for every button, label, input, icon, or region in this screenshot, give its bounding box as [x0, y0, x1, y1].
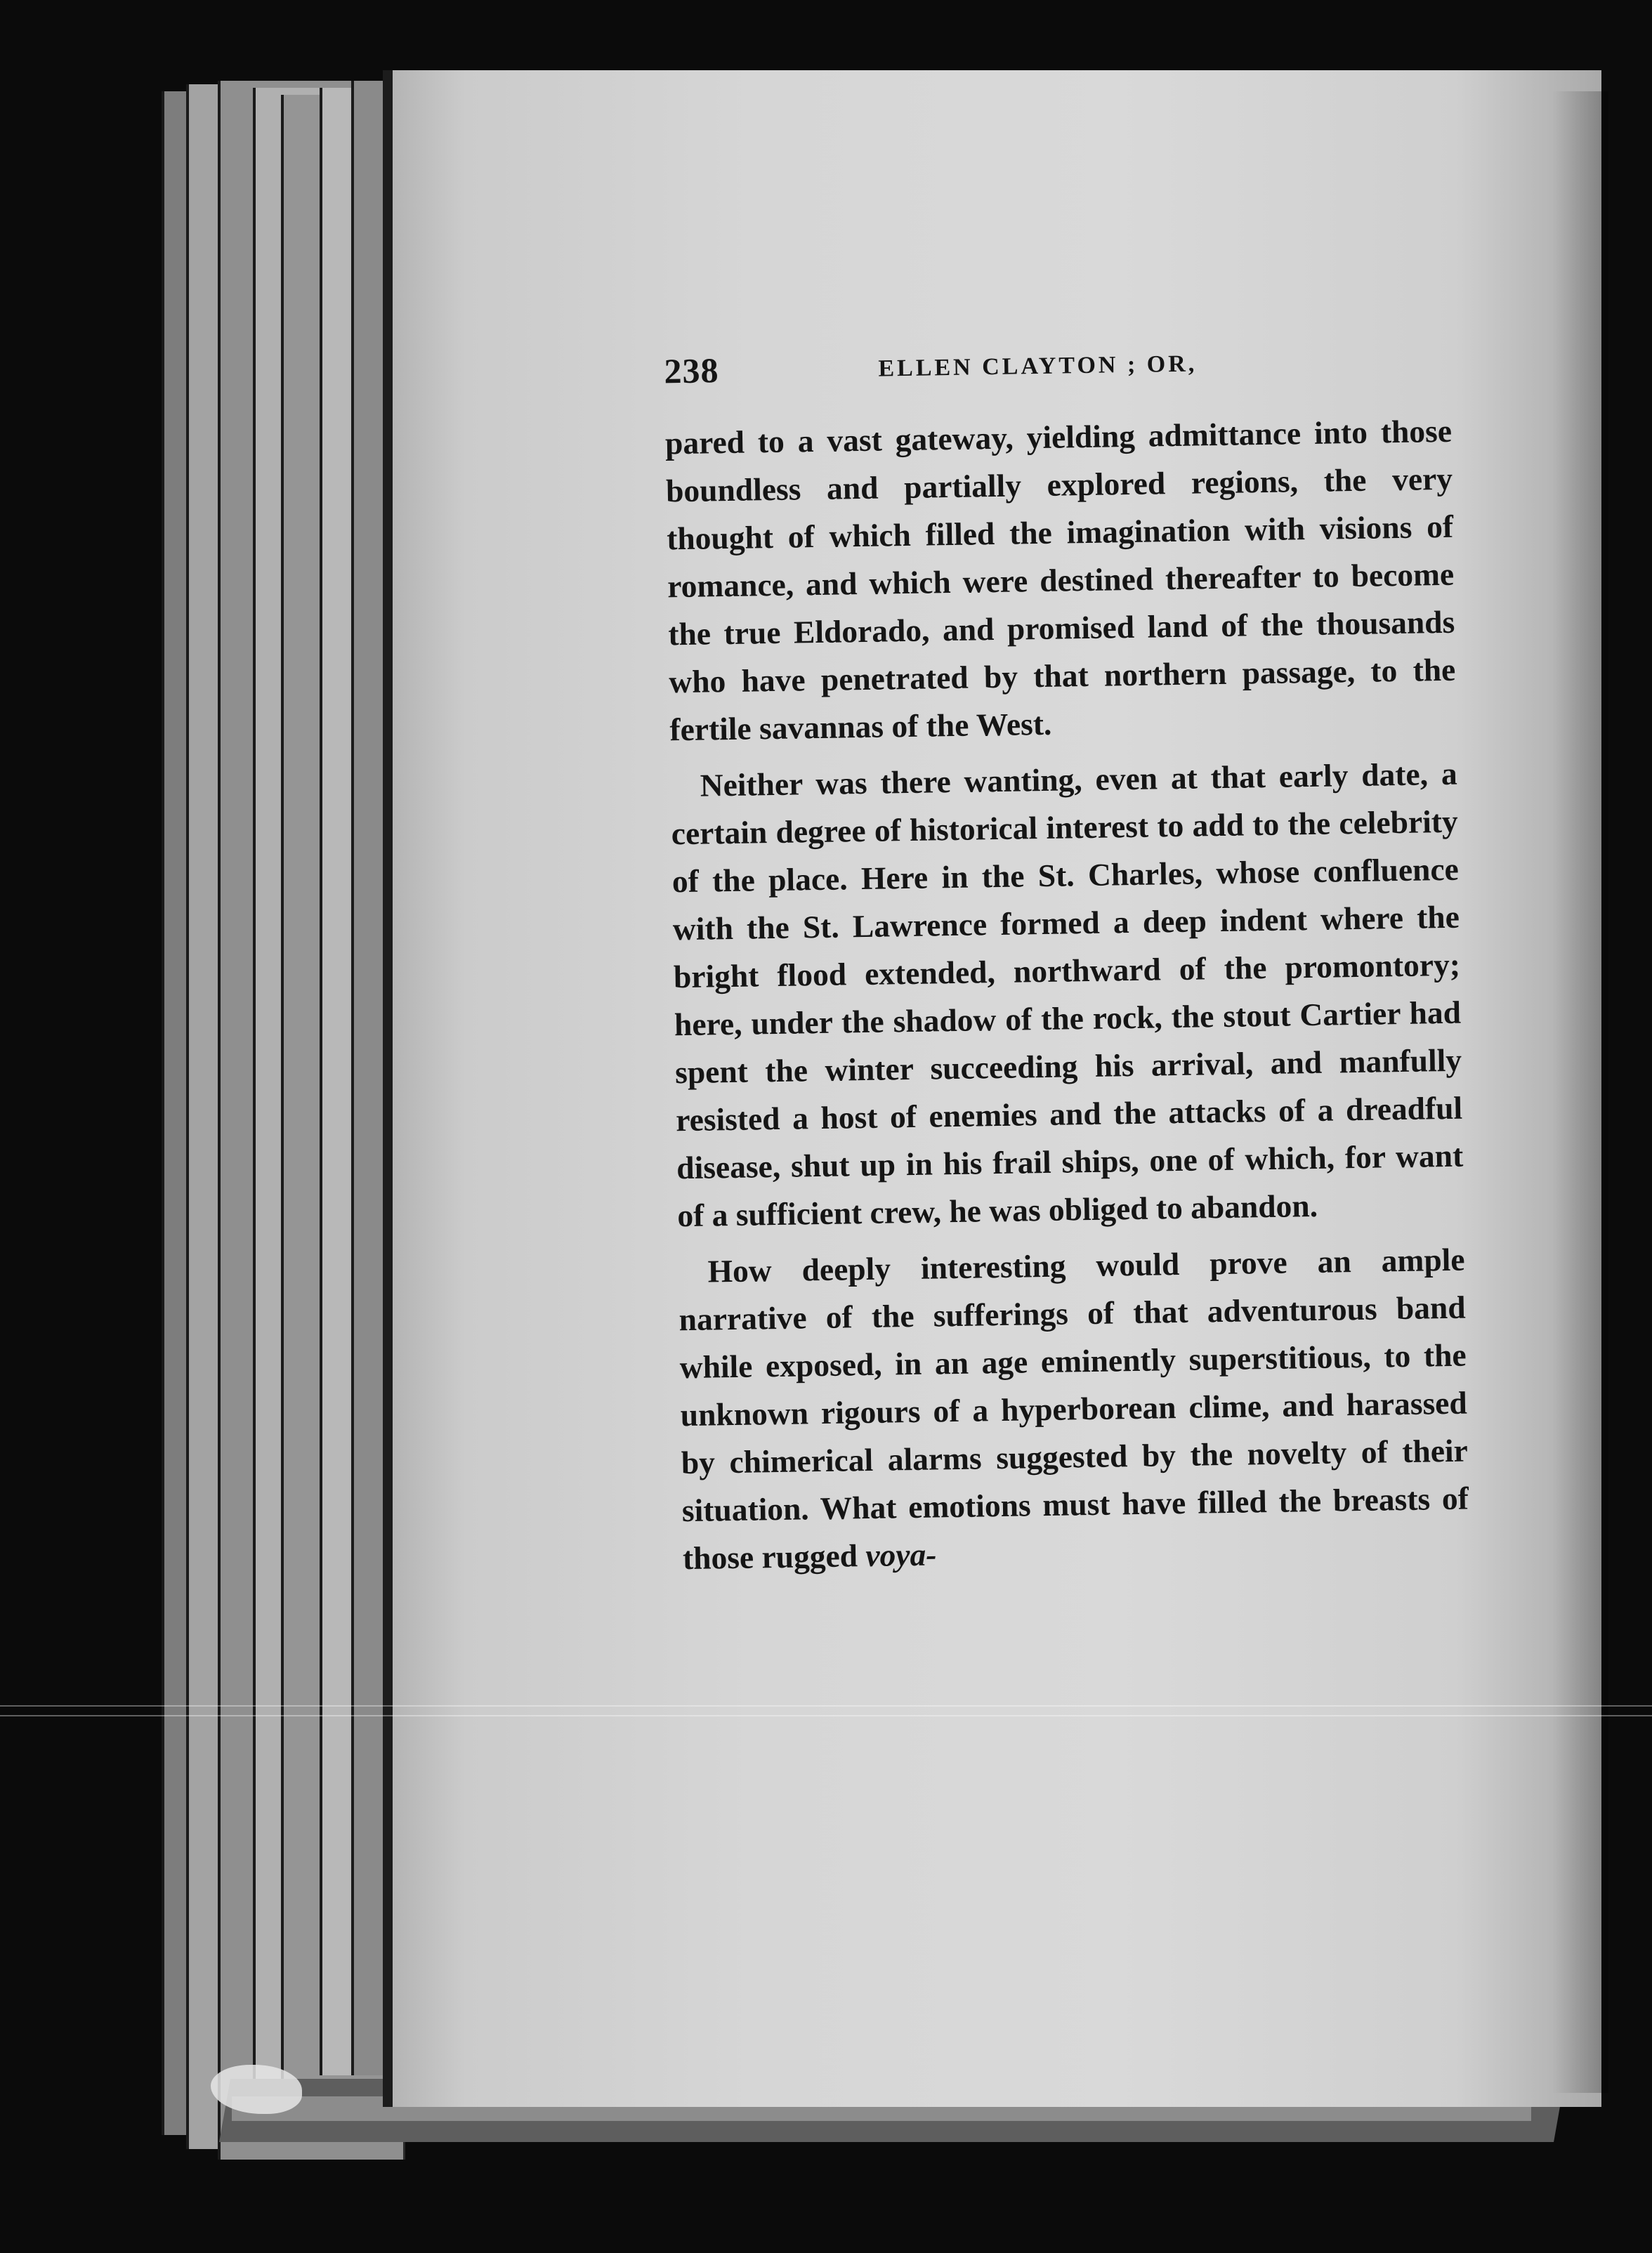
paragraph: Neither was there wanting, even at that early date, a certain degree of historical interest to add to the celebrity of the place. Here in the St. Charles, whose confluence with the St. Lawrence formed a deep indent where the bright flood extended, northward of the promontory; here, under the shadow of the rock, the stout Cartier had spent the winter succeeding his arrival, and manfully resisted a host of enemies and the attacks of a dreadful disease, shut up in his frail ships, one of which, for want of a sufficient crew, he was obliged to abandon.: [671, 755, 1464, 1234]
paragraph: pared to a vast gateway, yielding admittance into those boundless and partially explored regions, the very thought of which filled the imagination with visions of romance, and which were destined thereafter to become the true Eldorado, and promised land of the thousands who have penetrated by that northern passage, to the fertile savannas of the West.: [664, 412, 1456, 748]
page-number: 238: [664, 350, 719, 391]
page-text: [636, 339, 1469, 1583]
italic-word: voya-: [865, 1536, 937, 1574]
running-title: ELLEN CLAYTON ; OR,: [878, 350, 1198, 382]
paragraph: [650, 1236, 1469, 1583]
page-shadow: [1552, 91, 1608, 2093]
running-head: [636, 339, 1451, 407]
paragraph-text: How deeply interesting would prove an ample narrative of the sufferings of that adventurous band while exposed, in an age eminently superstitious, to the unknown rigours of a hyperborean clime, and harassed by chimerical alarms suggested by the novelty of their situation. What emotions must have filled the breasts of those rugged: [678, 1241, 1469, 1577]
scan-artifact-line: [0, 1715, 1652, 1716]
scan-artifact-line: [0, 1705, 1652, 1707]
